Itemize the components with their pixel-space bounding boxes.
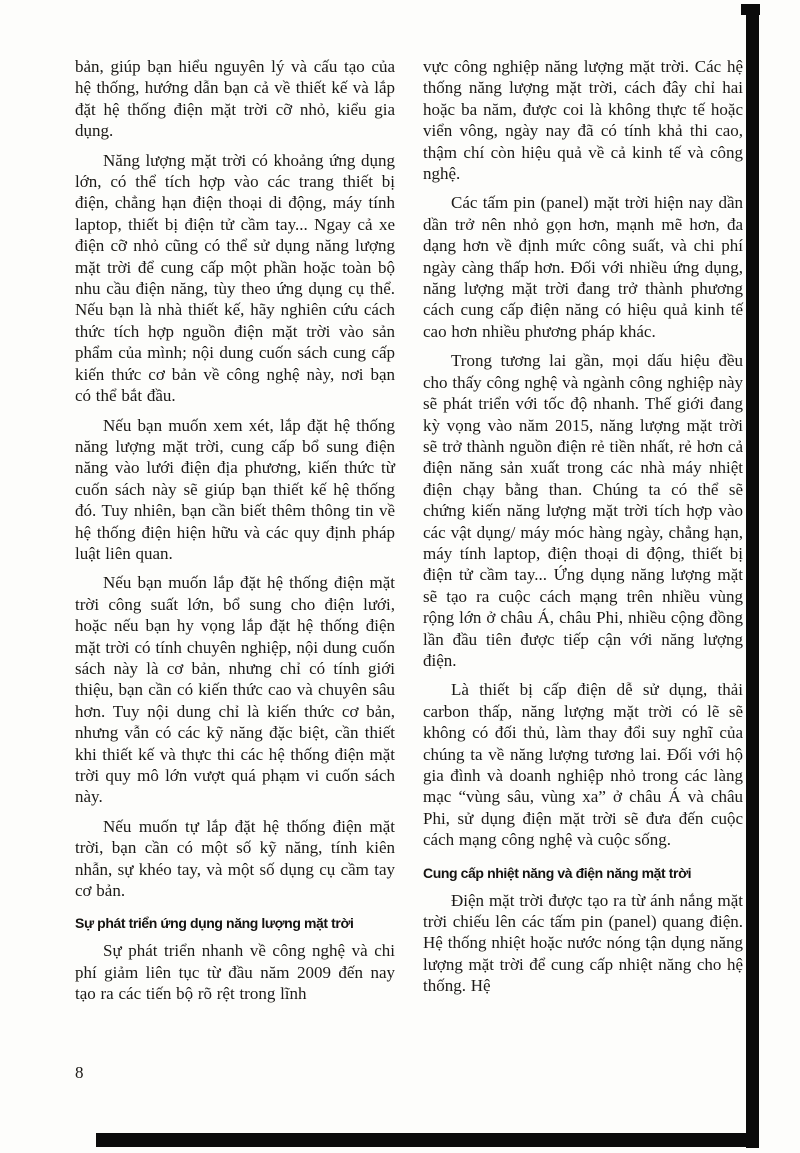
scan-artifact-bottom-edge: [96, 1133, 759, 1147]
paragraph: Các tấm pin (panel) mặt trời hiện nay dần dần trở nên nhỏ gọn hơn, mạnh mẽ hơn, đa dạng hơn về định mức công suất, và chi phí ngày càng thấp hơn. Đối với nhiều ứng dụng, năng lượng mặt trời đang trở thành phương cách cung cấp điện năng có hiệu quả kinh tế cao hơn nhiều phương pháp khác.: [423, 193, 743, 341]
scan-artifact-right-edge: [746, 5, 759, 1148]
paragraph: Nếu bạn muốn xem xét, lắp đặt hệ thống năng lượng mặt trời, cung cấp bổ sung điện năng vào lưới điện địa phương, kiến thức từ cuốn sách này sẽ giúp bạn thiết kế hệ thống đó. Tuy nhiên, bạn cần biết thêm thông tin về hệ thống điện hiện hữu và các quy định pháp luật liên quan.: [75, 415, 395, 563]
page-content: [75, 56, 743, 1013]
paragraph: vực công nghiệp năng lượng mặt trời. Các hệ thống năng lượng mặt trời, cách đây chỉ hai hoặc ba năm, được coi là không thực tế hoặc viển vông, ngày nay đã có tính khả thi cao, thậm chí còn hiệu quả về cả kinh tế và công nghệ.: [423, 57, 743, 184]
left-column: [75, 56, 395, 1013]
section-heading: Cung cấp nhiệt năng và điện năng mặt trời: [423, 864, 692, 881]
right-column: [423, 56, 743, 1013]
paragraph: Sự phát triển nhanh về công nghệ và chi phí giảm liên tục từ đầu năm 2009 đến nay tạo ra các tiến bộ rõ rệt trong lĩnh: [75, 941, 395, 1004]
section-heading: Sự phát triển ứng dụng năng lượng mặt trời: [75, 915, 354, 932]
page-number: 8: [75, 1063, 84, 1082]
paragraph: Là thiết bị cấp điện dễ sử dụng, thải carbon thấp, năng lượng mặt trời có lẽ sẽ không có đối thủ, làm thay đổi suy nghĩ của chúng ta về năng lượng tương lai. Đối với hộ gia đình và doanh nghiệp nhỏ trong các làng mạc “vùng sâu, vùng xa” ở châu Á và châu Phi, sử dụng điện mặt trời sẽ đưa đến cuộc cách mạng công nghệ và cuộc sống.: [423, 680, 743, 850]
paragraph: bản, giúp bạn hiểu nguyên lý và cấu tạo của hệ thống, hướng dẫn bạn cả về thiết kế và lắp đặt hệ thống điện mặt trời cỡ nhỏ, kiểu gia dụng.: [75, 57, 395, 141]
paragraph: Năng lượng mặt trời có khoảng ứng dụng lớn, có thể tích hợp vào các trang thiết bị điện, chẳng hạn điện thoại di động, máy tính laptop, thiết bị điện tử cầm tay... Ngay cả xe điện cỡ nhỏ cũng có thể sử dụng năng lượng mặt trời để cung cấp một phần hoặc toàn bộ nhu cầu điện năng, tùy theo ứng dụng cụ thể. Nếu bạn là nhà thiết kế, hãy nghiên cứu cách thức tích hợp nguồn điện mặt trời vào sản phẩm của mình; nội dung cuốn sách cung cấp kiến thức cơ bản về công nghệ này, nơi bạn có thể bắt đầu.: [75, 150, 395, 406]
paragraph: Nếu muốn tự lắp đặt hệ thống điện mặt trời, bạn cần có một số kỹ năng, tính kiên nhẫn, sự khéo tay, và một số dụng cụ cầm tay cơ bản.: [75, 816, 395, 901]
paragraph: Trong tương lai gần, mọi dấu hiệu đều cho thấy công nghệ và ngành công nghiệp này sẽ phát triển với tốc độ nhanh. Thế giới đang kỳ vọng vào năm 2015, năng lượng mặt trời sẽ trở thành nguồn điện rẻ tiền nhất, rẻ hơn cả điện năng sản xuất trong các nhà máy nhiệt điện chạy bằng than. Chúng ta có thể sẽ chứng kiến năng lượng mặt trời tích hợp vào các vật dụng/ máy móc hàng ngày, chẳng hạn, máy tính laptop, điện thoại di động, thiết bị điện tử cầm tay... Ứng dụng năng lượng mặt sẽ tạo ra cuộc cách mạng trên nhiều vùng rộng lớn ở châu Á, châu Phi, nhiều cộng đồng lần đầu tiên được tiếp cận với năng lượng điện.: [423, 351, 743, 670]
paragraph: Nếu bạn muốn lắp đặt hệ thống điện mặt trời công suất lớn, bổ sung cho điện lưới, hoặc nếu bạn hy vọng lắp đặt hệ thống điện mặt trời có tính chuyên nghiệp, nội dung cuốn sách này là cơ bản, nhưng chỉ có tính giới thiệu, bạn cần có kiến thức cao và chuyên sâu hơn. Tuy nội dung chỉ là kiến thức cơ bản, nhưng vẫn có các kỹ năng đặc biệt, cần thiết khi thiết kế và thực thi các hệ thống điện mặt trời quy mô lớn vượt quá phạm vi cuốn sách này.: [75, 573, 395, 807]
paragraph: Điện mặt trời được tạo ra từ ánh nắng mặt trời chiếu lên các tấm pin (panel) quang điện. Hệ thống nhiệt hoặc nước nóng tận dụng năng lượng mặt trời để cung cấp nhiệt năng cho hệ thống. Hệ: [423, 890, 743, 996]
